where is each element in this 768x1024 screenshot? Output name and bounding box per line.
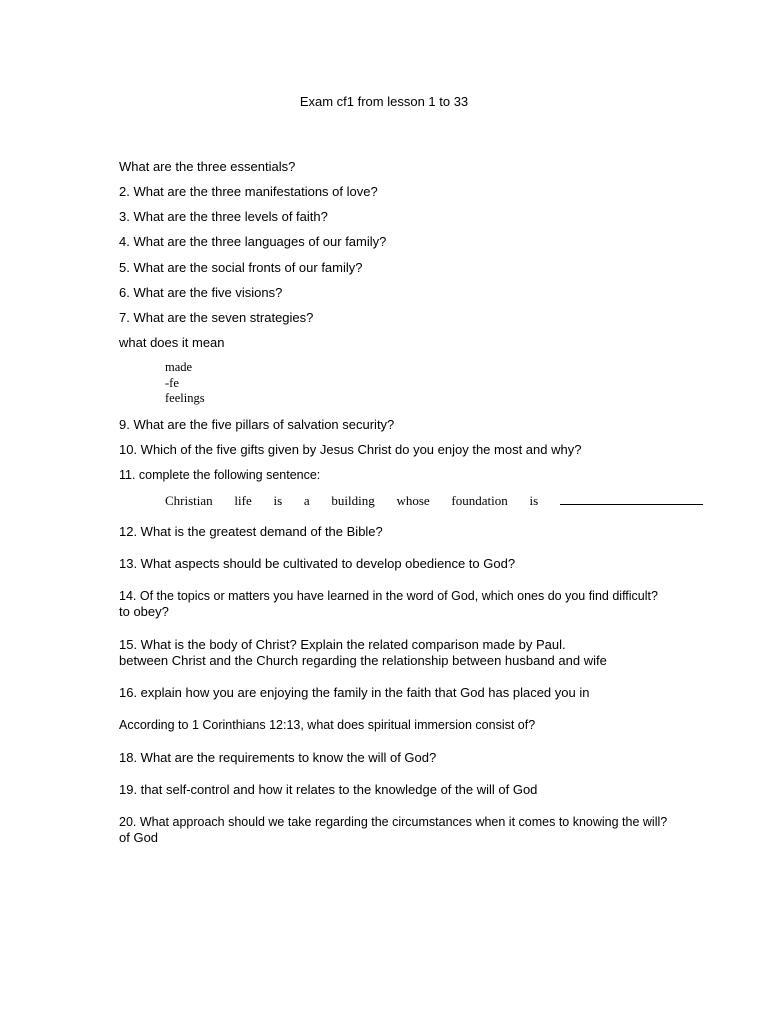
question-2: 2. What are the three manifestations of love?	[119, 184, 378, 199]
sentence-to-complete	[165, 492, 703, 509]
question-19: 19. that self-control and how it relates to the knowledge of the will of God	[119, 782, 538, 797]
sentence-word: is	[273, 493, 283, 508]
question-14-continued: to obey?	[119, 604, 169, 619]
question-20-continued: of God	[119, 830, 159, 845]
question-7: 7. What are the seven strategies?	[119, 310, 314, 325]
question-9: 9. What are the five pillars of salvation security?	[119, 417, 395, 432]
question-5: 5. What are the social fronts of our family?	[119, 260, 363, 275]
answer-blank	[560, 492, 703, 505]
sentence-word: Christian	[165, 493, 213, 508]
meaning-term-1: made	[165, 360, 193, 374]
question-12: 12. What is the greatest demand of the Bible?	[119, 524, 383, 539]
question-14: 14. Of the topics or matters you have learned in the word of God, which ones do you find difficult?	[119, 589, 658, 603]
sentence-word: whose	[396, 493, 430, 508]
question-16: 16. explain how you are enjoying the family in the faith that God has placed you in	[119, 685, 590, 700]
question-13: 13. What aspects should be cultivated to develop obedience to God?	[119, 556, 516, 571]
meaning-term-2: -fe	[165, 376, 179, 390]
question-15: 15. What is the body of Christ? Explain the related comparison made by Paul.	[119, 637, 566, 652]
sentence-word: is	[529, 493, 539, 508]
question-15-continued: between Christ and the Church regarding the relationship between husband and wife	[119, 653, 607, 668]
sentence-word: foundation	[451, 493, 508, 508]
question-10: 10. Which of the five gifts given by Jesus Christ do you enjoy the most and why?	[119, 442, 582, 457]
question-20: 20. What approach should we take regarding the circumstances when it comes to knowing the will?	[119, 815, 668, 829]
question-1: What are the three essentials?	[119, 159, 296, 174]
question-17: According to 1 Corinthians 12:13, what does spiritual immersion consist of?	[119, 718, 536, 732]
sentence-word: a	[303, 493, 310, 508]
question-4: 4. What are the three languages of our family?	[119, 234, 387, 249]
question-3: 3. What are the three levels of faith?	[119, 209, 328, 224]
sentence-word: life	[234, 493, 252, 508]
question-8: what does it mean	[119, 335, 225, 350]
question-6: 6. What are the five visions?	[119, 285, 283, 300]
question-18: 18. What are the requirements to know the will of God?	[119, 750, 437, 765]
sentence-word: building	[331, 493, 375, 508]
question-11: 11. complete the following sentence:	[119, 468, 321, 482]
exam-title: Exam cf1 from lesson 1 to 33	[299, 94, 469, 109]
meaning-term-3: feelings	[165, 391, 205, 405]
